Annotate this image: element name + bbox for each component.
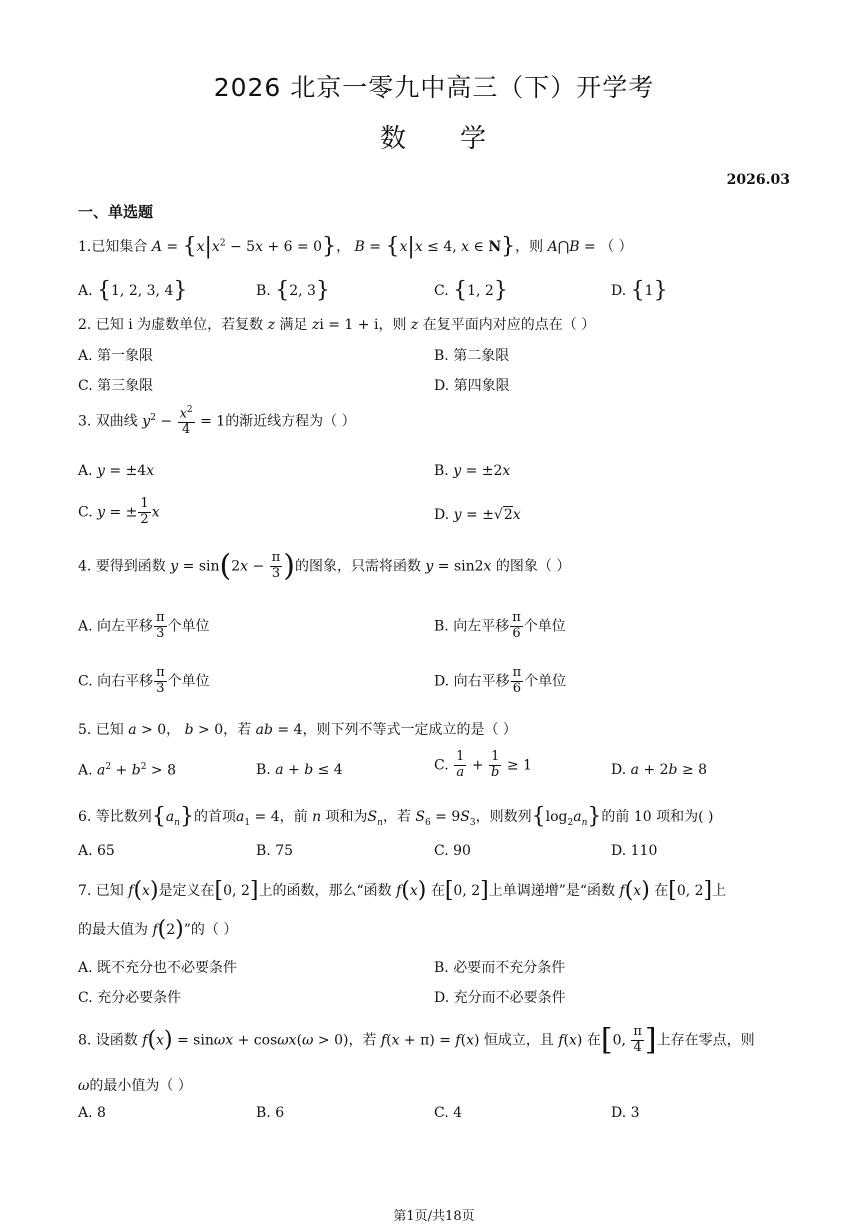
option-a: A. 65 — [78, 843, 115, 859]
subject-char: 学 — [460, 124, 489, 154]
section-title: 一、单选题 — [78, 203, 154, 221]
question-7-line-2: 的最大值为 f(2)”的（ ） — [78, 917, 238, 942]
question-2: 2. 已知 i 为虚数单位，若复数 z 满足 zi = 1 + i，则 z 在复平面内对应的点在（ ） — [78, 317, 596, 333]
option-c: C. 向右平移 $\frac{\pi}{3}$ 个单位 — [78, 665, 210, 696]
question-7: 7. 已知 f(x)是定义在[0, 2]上的函数，那么“函数 f(x) 在[0, 2]上单调递增”是“函数 f(x) 在[0, 2]上 — [78, 878, 727, 903]
option-b: B. 向左平移 $\frac{\pi}{6}$ 个单位 — [434, 610, 566, 641]
option-d: D. a + 2b ≥ 8 — [611, 762, 708, 778]
option-d: D. 向右平移 $\frac{\pi}{6}$ 个单位 — [434, 665, 567, 696]
option-c: C. 充分必要条件 — [78, 990, 182, 1006]
option-a: A. 8 — [78, 1105, 106, 1121]
option-a: A. 第一象限 — [78, 348, 154, 364]
option-c: C. {1, 2} — [434, 278, 508, 303]
option-d: D. 110 — [611, 843, 658, 859]
option-d: D. {1} — [611, 278, 668, 303]
option-a: A. {1, 2, 3, 4} — [78, 278, 188, 303]
option-c: C. 4 — [434, 1105, 463, 1121]
exam-date: 2026.03 — [726, 172, 790, 188]
option-c: C. y = ± $\frac{1}{2}$ x — [78, 496, 160, 527]
option-c: C. $\frac{1}{a}$ + $\frac{1}{b}$ ≥ 1 — [434, 749, 532, 780]
page-footer: 第1页/共18页 — [393, 1209, 475, 1224]
option-a: A. $a^2 + b^2 > 8$ — [78, 762, 176, 779]
option-c: C. 第三象限 — [78, 378, 154, 394]
option-b: B. 第二象限 — [434, 348, 510, 364]
option-b: B. a + b ≤ 4 — [256, 762, 343, 778]
subject-title — [0, 118, 868, 155]
option-b: B. 75 — [256, 843, 294, 859]
option-d: D. 3 — [611, 1105, 640, 1121]
subject-char: 数 — [379, 124, 408, 154]
option-b: B. {2, 3} — [256, 278, 330, 303]
page-title: 2026 北京一零九中高三（下）开学考 — [213, 73, 655, 102]
option-a: A. 既不充分也不必要条件 — [78, 960, 238, 976]
question-4: 4. 要得到函数 y = sin(2x − $\frac{\pi}{3}$ )的图象，只需将函数 y = sin2x 的图象（ ） — [78, 548, 571, 584]
option-a: A. 向左平移 $\frac{\pi}{3}$ 个单位 — [78, 610, 210, 641]
option-a: A. y = ±4x — [78, 463, 155, 479]
question-6: 6. 等比数列$\{a_n\}$的首项$a_1 = 4$，前 n 项和为$S_n$，若 $S_6 = 9S_3$，则数列$\{\log_2a_n\}$的前 10 项和为( ) — [78, 804, 714, 829]
option-d: D. 第四象限 — [434, 378, 510, 394]
option-b: B. y = ±2x — [434, 463, 511, 479]
question-3: 3. 双曲线 $y^2$ − $\frac{x^2}{4}$ = 1的渐近线方程为（ ） — [78, 405, 356, 438]
option-b: B. 6 — [256, 1105, 285, 1121]
option-d: D. y = ±√2x — [434, 507, 521, 523]
option-b: B. 必要而不充分条件 — [434, 960, 566, 976]
option-d: D. 充分而不必要条件 — [434, 990, 566, 1006]
question-5: 5. 已知 a > 0， b > 0，若 ab = 4，则下列不等式一定成立的是（ ） — [78, 722, 517, 738]
question-1: 1.已知集合 $A = \{x|x^2 - 5x + 6 = 0\}$， B = {x|x ≤ 4, x ∈ N}，则 A⋂B = （ ） — [78, 234, 633, 259]
question-8-line-2: ω的最小值为（ ） — [78, 1078, 192, 1094]
option-c: C. 90 — [434, 843, 471, 859]
question-8: 8. 设函数 f(x) = sinωx + cosωx(ω > 0)，若 f(x + π) = f(x) 恒成立，且 f(x) 在[0, $\frac{\pi}{4}$ ]上存在零点，则 — [78, 1022, 755, 1058]
